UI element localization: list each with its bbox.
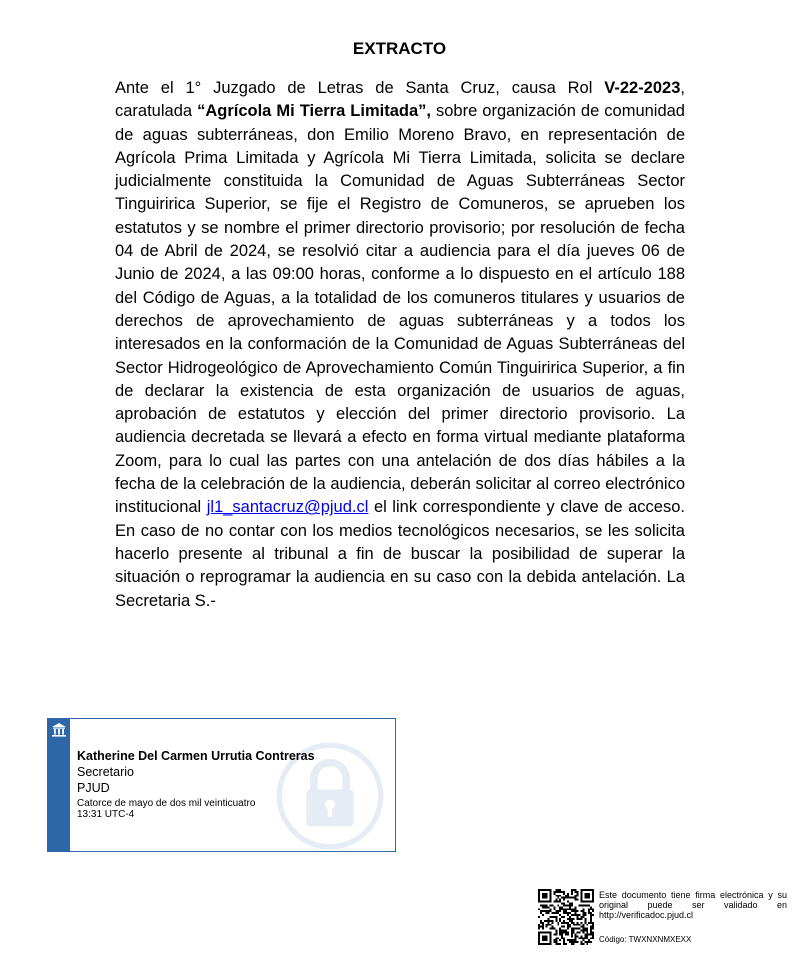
courthouse-icon (51, 722, 67, 738)
body-text-3: sobre organización de comunidad de aguas subterráneas, don Emilio Moreno Bravo, en representación de Agrícola Prima Limitada y Agrícola Mi Tierra Limitada, solicita se declare judicialmente constituida la Comunidad de Aguas Subterráneas Sector Tinguiririca Superior, se fije el Registro de Comuneros, se aprueben los estatutos y se nombre el primer directorio provisorio; por resolución de fecha 04 de Abril de 2024, se resolvió citar a audiencia para el día jueves 06 de Junio de 2024, a las 09:00 horas, conforme a lo dispuesto en el artículo 188 del Código de Aguas, a la totalidad de los comuneros titulares y usuarios de derechos de aprovechamiento de aguas subterráneas y a todos los interesados en la conformación de la Comunidad de Aguas Subterráneas del Sector Hidrogeológico de Aprovechamiento Común Tinguiririca Superior, a fin de declarar la existencia de esta organización de usuarios de aguas, aprobación de estatutos y elección del primer directorio provisorio. La audiencia decretada se llevará a efecto en forma virtual mediante plataforma Zoom, para lo cual las partes con una antelación de dos días hábiles a la fecha de la celebración de la audiencia, deberán solicitar al correo electrónico institucional (115, 102, 685, 517)
body-text-2: , caratulada (115, 79, 685, 121)
verification-text: Este documento tiene firma electrónica y su original puede ser validado en http://verificadoc.pjud.cl (599, 890, 787, 920)
verification-code: Código: TWXNXNMXEXX (599, 935, 692, 944)
signature-details (77, 748, 387, 820)
document-title: EXTRACTO (352, 39, 447, 58)
case-number: V-22-2023 (604, 79, 681, 97)
signer-name: Katherine Del Carmen Urrutia Contreras (77, 749, 315, 763)
case-caption: “Agrícola Mi Tierra Limitada”, (197, 102, 431, 121)
signature-side-bar (48, 719, 70, 851)
verification-block (538, 889, 788, 945)
signature-box (47, 718, 396, 852)
signer-role: Secretario (77, 765, 134, 779)
qr-code-icon (538, 889, 594, 945)
document-body (115, 77, 685, 613)
signer-org: PJUD (77, 781, 110, 795)
body-text-4: el link correspondiente y clave de acceso. En caso de no contar con los medios tecnológicos necesarios, se les solicita hacerlo presente al tribunal a fin de buscar la posibilidad de superar la situación o reprogramar la audiencia en su caso con la debida antelación. La Secretaria S.- (115, 498, 685, 610)
body-text-1: Ante el 1° Juzgado de Letras de Santa Cruz, causa Rol (115, 79, 605, 97)
signature-time: 13:31 UTC-4 (77, 809, 135, 820)
email-link[interactable]: jl1_santacruz@pjud.cl (206, 498, 369, 517)
signature-date: Catorce de mayo de dos mil veinticuatro (77, 798, 256, 809)
